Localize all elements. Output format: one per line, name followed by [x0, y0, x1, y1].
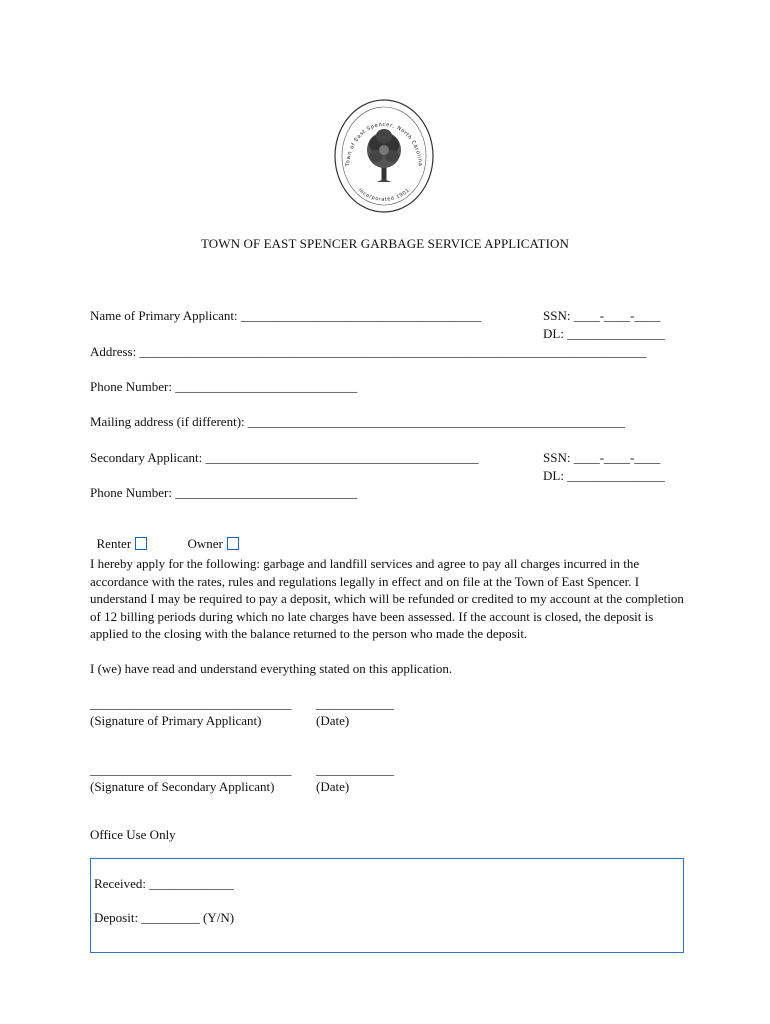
- secondary-signature-line[interactable]: _______________________________: [90, 762, 292, 777]
- svg-text:Incorporated 1901: [357, 187, 411, 202]
- acknowledgement-text: I (we) have read and understand everything stated on this application.: [90, 661, 453, 676]
- renter-checkbox[interactable]: [135, 537, 147, 550]
- seal-bottom-text: Incorporated 1901: [356, 187, 412, 203]
- tree-icon: [367, 129, 401, 182]
- deposit-field[interactable]: Deposit: _________ (Y/N): [94, 910, 235, 925]
- seal-top-text: Town of East Spencer, North Carolina: [345, 121, 424, 167]
- primary-applicant-field[interactable]: Name of Primary Applicant: _____________________________________: [90, 308, 482, 323]
- secondary-date-label: (Date): [316, 779, 350, 794]
- renter-option[interactable]: [90, 520, 147, 552]
- primary-ssn-field[interactable]: SSN: ____-____-____: [543, 308, 661, 323]
- secondary-phone-number-field[interactable]: Phone Number: ____________________________: [90, 485, 358, 500]
- office-use-box: [90, 858, 684, 953]
- primary-dl-field[interactable]: DL: _______________: [543, 326, 665, 341]
- secondary-date-line[interactable]: ____________: [316, 762, 394, 777]
- received-field[interactable]: Received: _____________: [94, 876, 234, 891]
- primary-signature-line[interactable]: _______________________________: [90, 696, 292, 711]
- secondary-ssn-field[interactable]: SSN: ____-____-____: [543, 450, 661, 465]
- secondary-applicant-field[interactable]: Secondary Applicant: __________________________________________: [90, 450, 479, 465]
- agreement-paragraph: I hereby apply for the following: garbage and landfill services and agree to pay all charges incurred in the accordance with the rates, rules and regulations legally in effect and on file at the Town of East Spencer. I understand I may be required to pay a deposit, which will be refunded or credited to my account at the completion of 12 billing periods during which no late charges have been assessed. If the account is closed, the deposit is applied to the closing with the balance returned to the person who made the deposit.: [90, 556, 684, 641]
- owner-option[interactable]: [181, 520, 239, 552]
- form-title: TOWN OF EAST SPENCER GARBAGE SERVICE APPLICATION: [200, 236, 570, 251]
- owner-checkbox[interactable]: [227, 537, 239, 550]
- renter-label: Renter: [96, 536, 132, 551]
- secondary-dl-field[interactable]: DL: _______________: [543, 468, 665, 483]
- mailing-address-field[interactable]: Mailing address (if different): __________________________________________________________: [90, 414, 625, 429]
- primary-signature-label: (Signature of Primary Applicant): [90, 713, 262, 728]
- primary-date-line[interactable]: ____________: [316, 696, 394, 711]
- secondary-signature-label: (Signature of Secondary Applicant): [90, 779, 275, 794]
- office-use-heading: Office Use Only: [90, 827, 176, 842]
- town-seal: [333, 98, 435, 214]
- primary-date-label: (Date): [316, 713, 350, 728]
- owner-label: Owner: [187, 536, 223, 551]
- phone-number-field[interactable]: Phone Number: ____________________________: [90, 379, 358, 394]
- address-field[interactable]: Address: ______________________________________________________________________________: [90, 344, 647, 359]
